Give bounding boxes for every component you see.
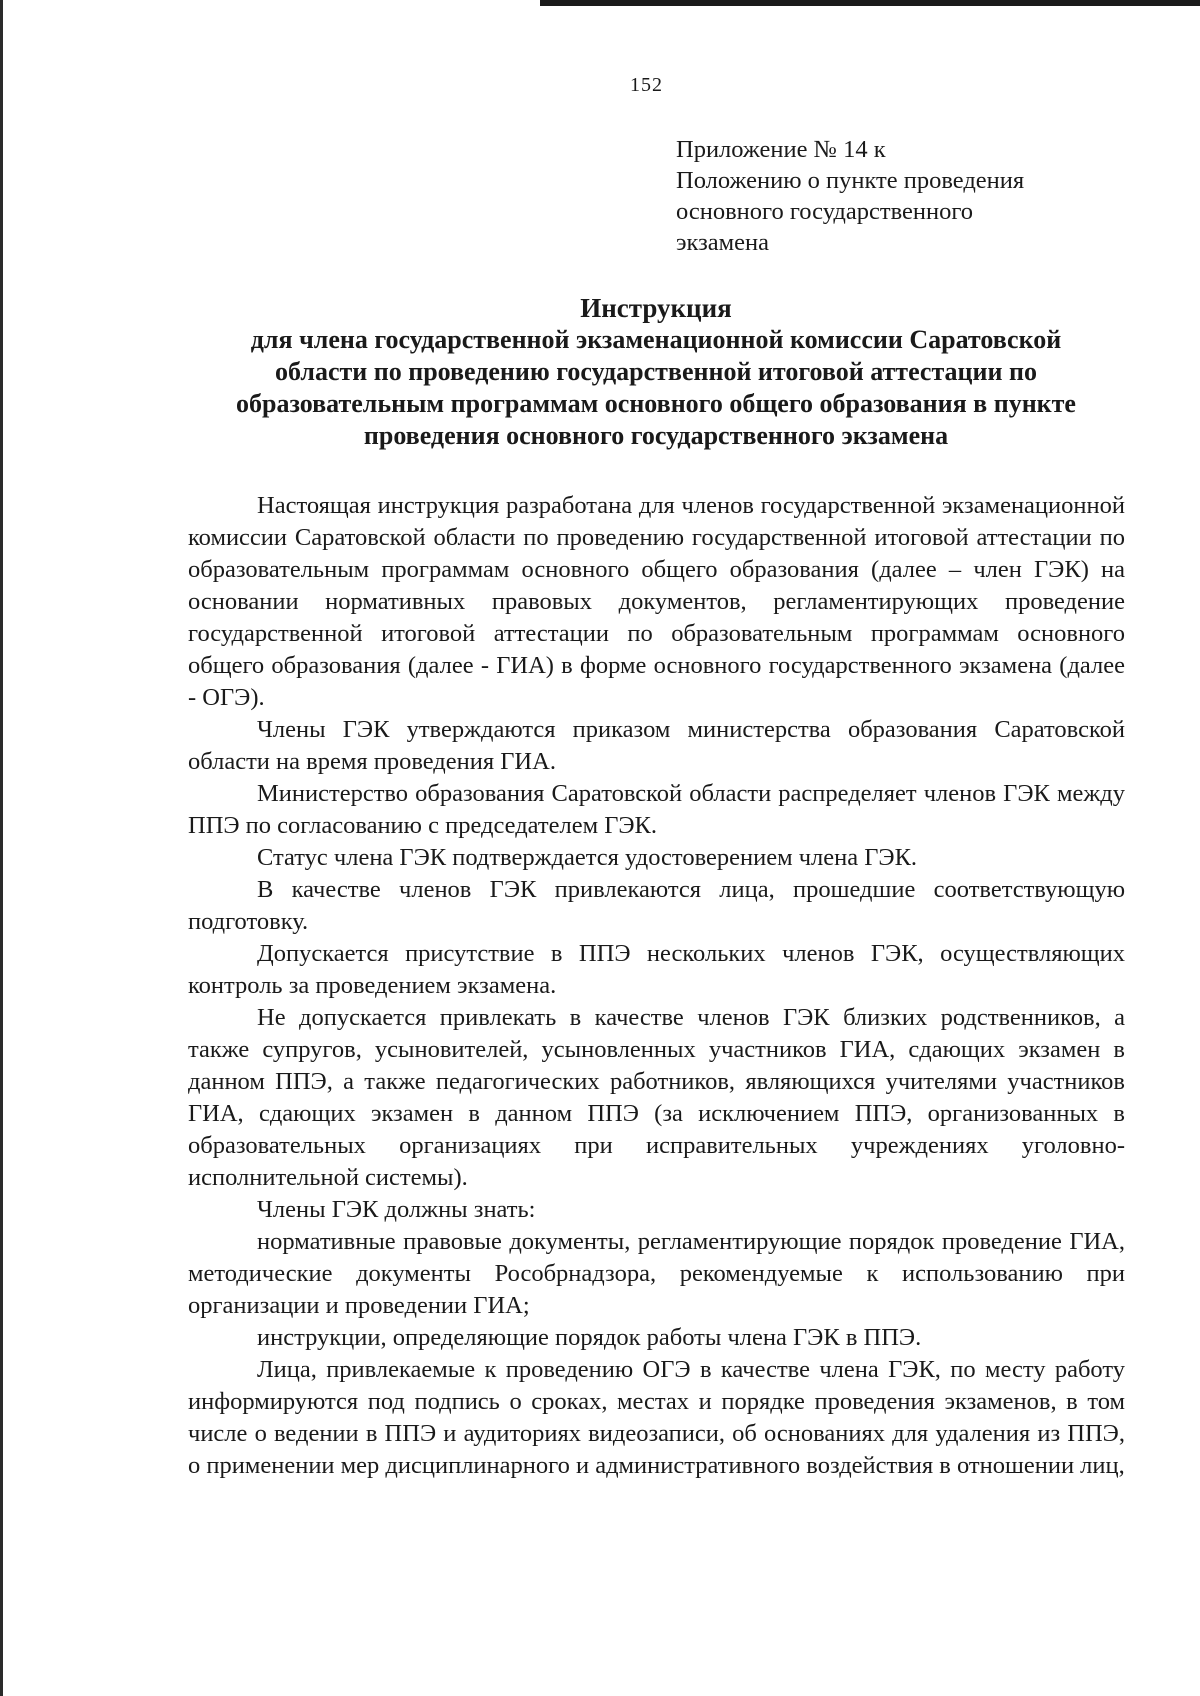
paragraph: Члены ГЭК утверждаются приказом министерства образования Саратовской области на время проведения ГИА. [188, 716, 1125, 775]
appendix-reference [676, 134, 1136, 258]
paragraph: Допускается присутствие в ППЭ нескольких членов ГЭК, осуществляющих контроль за проведением экзамена. [188, 940, 1125, 999]
paragraph: Члены ГЭК должны знать: [257, 1196, 536, 1223]
appendix-line: экзамена [676, 229, 770, 256]
list-item: инструкции, определяющие порядок работы члена ГЭК в ППЭ. [257, 1324, 922, 1351]
scan-edge-top [540, 0, 1200, 6]
list-item: нормативные правовые документы, регламентирующие порядок проведение ГИА, методические документы Рособрнадзора, рекомендуемые к использованию при организации и проведении ГИА; [188, 1228, 1125, 1319]
document-title [186, 292, 1126, 452]
paragraph: Не допускается привлекать в качестве членов ГЭК близких родственников, а также супругов, усыновителей, усыновленных участников ГИА, сдающих экзамен в данном ППЭ, а также педагогических работников, являющихся учителями участников ГИА, сдающих экзамен в данном ППЭ (за исключением ППЭ, организованных в образовательных организациях при исправительных учреждениях уголовно-исполнительной системы). [188, 1004, 1125, 1191]
appendix-line: основного государственного [676, 198, 974, 225]
title-main: Инструкция [580, 293, 732, 323]
page-number: 152 [630, 74, 663, 96]
title-line: для члена государственной экзаменационной комиссии Саратовской [250, 325, 1062, 354]
scan-edge-left [0, 0, 3, 1696]
title-line: образовательным программам основного общего образования в пункте [236, 389, 1076, 418]
paragraph: В качестве членов ГЭК привлекаются лица, прошедшие соответствующую подготовку. [188, 876, 1125, 935]
title-line: области по проведению государственной итоговой аттестации по [275, 357, 1037, 386]
appendix-line: Положению о пункте проведения [676, 167, 1025, 194]
paragraph: Министерство образования Саратовской области распределяет членов ГЭК между ППЭ по согласованию с председателем ГЭК. [188, 780, 1125, 839]
title-line: проведения основного государственного экзамена [363, 421, 949, 450]
paragraph-intro: Настоящая инструкция разработана для членов государственной экзаменационной комиссии Саратовской области по проведению государственной итоговой аттестации по образовательным программам основного общего образования (далее – член ГЭК) на основании нормативных правовых документов, регламентирующих проведение государственной итоговой аттестации по образовательным программам основного общего образования (далее - ГИА) в форме основного государственного экзамена (далее - ОГЭ). [188, 492, 1125, 711]
document-body [188, 490, 1125, 1482]
appendix-line: Приложение № 14 к [676, 136, 886, 163]
paragraph: Статус члена ГЭК подтверждается удостоверением члена ГЭК. [257, 844, 918, 871]
paragraph: Лица, привлекаемые к проведению ОГЭ в качестве члена ГЭК, по месту работу информируются под подпись о сроках, местах и порядке проведения экзаменов, в том числе о ведении в ППЭ и аудиториях видеозаписи, об основаниях для удаления из ППЭ, о применении мер дисциплинарного и административного воздействия в отношении лиц, [188, 1356, 1125, 1479]
